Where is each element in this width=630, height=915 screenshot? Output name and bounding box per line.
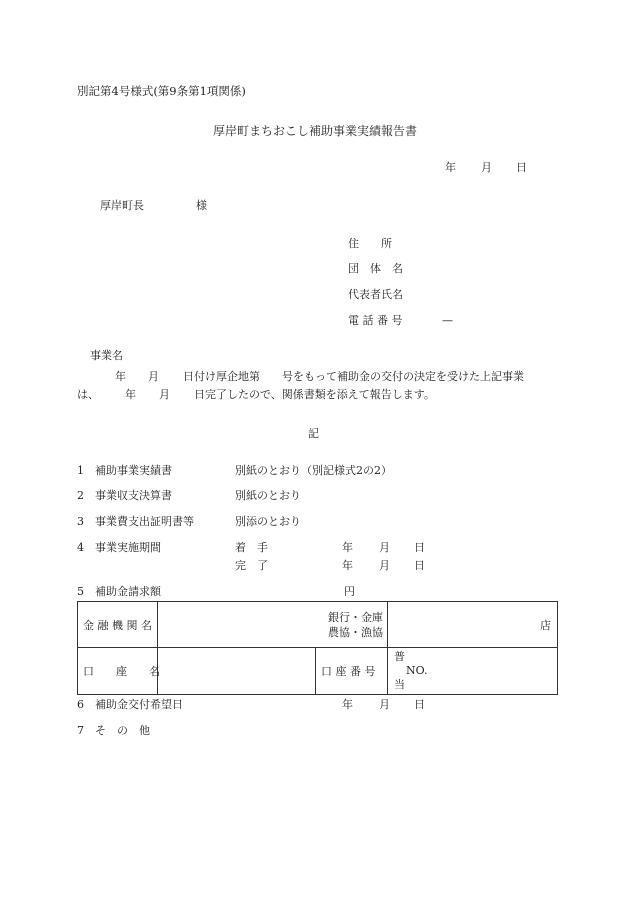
period-end-year: 年: [342, 559, 353, 572]
institution-name-cell[interactable]: [158, 602, 388, 648]
item-1-label: 補助事業実績書: [95, 464, 172, 477]
date-month: 月: [481, 161, 492, 174]
item-7-number: 7: [77, 724, 84, 737]
addressee-honorific: 様: [196, 199, 207, 212]
desired-date-day: 日: [414, 698, 425, 711]
item-4-number: 4: [77, 541, 84, 554]
institution-label-cell: [78, 602, 158, 648]
branch-suffix: 店: [540, 618, 551, 632]
item-2-label: 事業収支決算書: [95, 489, 172, 502]
account-name-label-cell: [78, 648, 158, 695]
date-year: 年: [445, 161, 456, 174]
body-line1-year: 年: [115, 370, 126, 383]
body-line1-month: 月: [148, 370, 159, 383]
account-number-label: 口 座 番 号: [321, 665, 376, 678]
period-start-year: 年: [342, 541, 353, 554]
date-day: 日: [516, 161, 527, 174]
item-1-value: 別紙のとおり（別記様式2の2）: [235, 464, 392, 477]
body-line2-month: 月: [159, 388, 170, 401]
account-type-current: 当: [394, 678, 405, 691]
org-name-label: 団 体 名: [348, 262, 403, 275]
period-start-label: 着 手: [235, 541, 268, 554]
period-end-label: 完 了: [235, 559, 268, 572]
item-1-number: 1: [77, 464, 84, 477]
address-label: 住 所: [348, 237, 392, 250]
bank-kinds-line1: 銀行・金庫: [328, 610, 383, 624]
item-2-value: 別紙のとおり: [235, 489, 301, 502]
account-number-label-cell: [316, 648, 388, 695]
body-line1-text: 日付け厚企地第 号をもって補助金の交付の決定を受けた上記事業: [183, 370, 524, 383]
branch-cell[interactable]: [388, 602, 558, 648]
bank-info-table: [77, 601, 558, 695]
desired-date-month: 月: [379, 698, 390, 711]
account-no-label: NO.: [406, 664, 428, 677]
desired-date-year: 年: [342, 698, 353, 711]
item-7-label: そ の 他: [95, 724, 150, 737]
account-name-value-cell[interactable]: [158, 648, 316, 695]
period-start-month: 月: [379, 541, 390, 554]
body-line2-lead: は、: [77, 388, 99, 401]
ki-heading: 記: [308, 427, 319, 440]
representative-label: 代表者氏名: [348, 288, 403, 301]
item-3-number: 3: [77, 515, 84, 528]
body-line2-text: 日完了したので、関係書類を添えて報告します。: [194, 388, 435, 401]
document-title: 厚岸町まちおこし補助事業実績報告書: [213, 124, 418, 138]
period-end-month: 月: [379, 559, 390, 572]
body-line2-year: 年: [125, 388, 136, 401]
item-4-label: 事業実施期間: [95, 541, 161, 554]
account-name-label: 口 座 名: [83, 665, 160, 678]
institution-label: 金 融 機 関 名: [83, 618, 152, 632]
period-end-day: 日: [414, 559, 425, 572]
item-2-number: 2: [77, 489, 84, 502]
account-number-value-cell[interactable]: [388, 648, 558, 695]
phone-label: 電 話 番 号: [348, 314, 403, 327]
item-5-number: 5: [77, 585, 84, 598]
item-3-label: 事業費支出証明書等: [95, 515, 194, 528]
form-reference: 別記第4号様式(第9条第1項関係): [77, 84, 246, 98]
bank-kinds-line2: 農協・漁協: [328, 625, 383, 639]
item-6-number: 6: [77, 698, 84, 711]
item-5-label: 補助金請求額: [95, 585, 161, 598]
item-3-value: 別添のとおり: [235, 515, 301, 528]
addressee-name: 厚岸町長: [100, 199, 144, 212]
item-6-label: 補助金交付希望日: [95, 698, 183, 711]
phone-dash: —: [442, 314, 453, 327]
claim-unit: 円: [344, 585, 355, 598]
project-name-label: 事業名: [90, 349, 123, 362]
period-start-day: 日: [414, 541, 425, 554]
account-type-ordinary: 普: [394, 650, 405, 663]
